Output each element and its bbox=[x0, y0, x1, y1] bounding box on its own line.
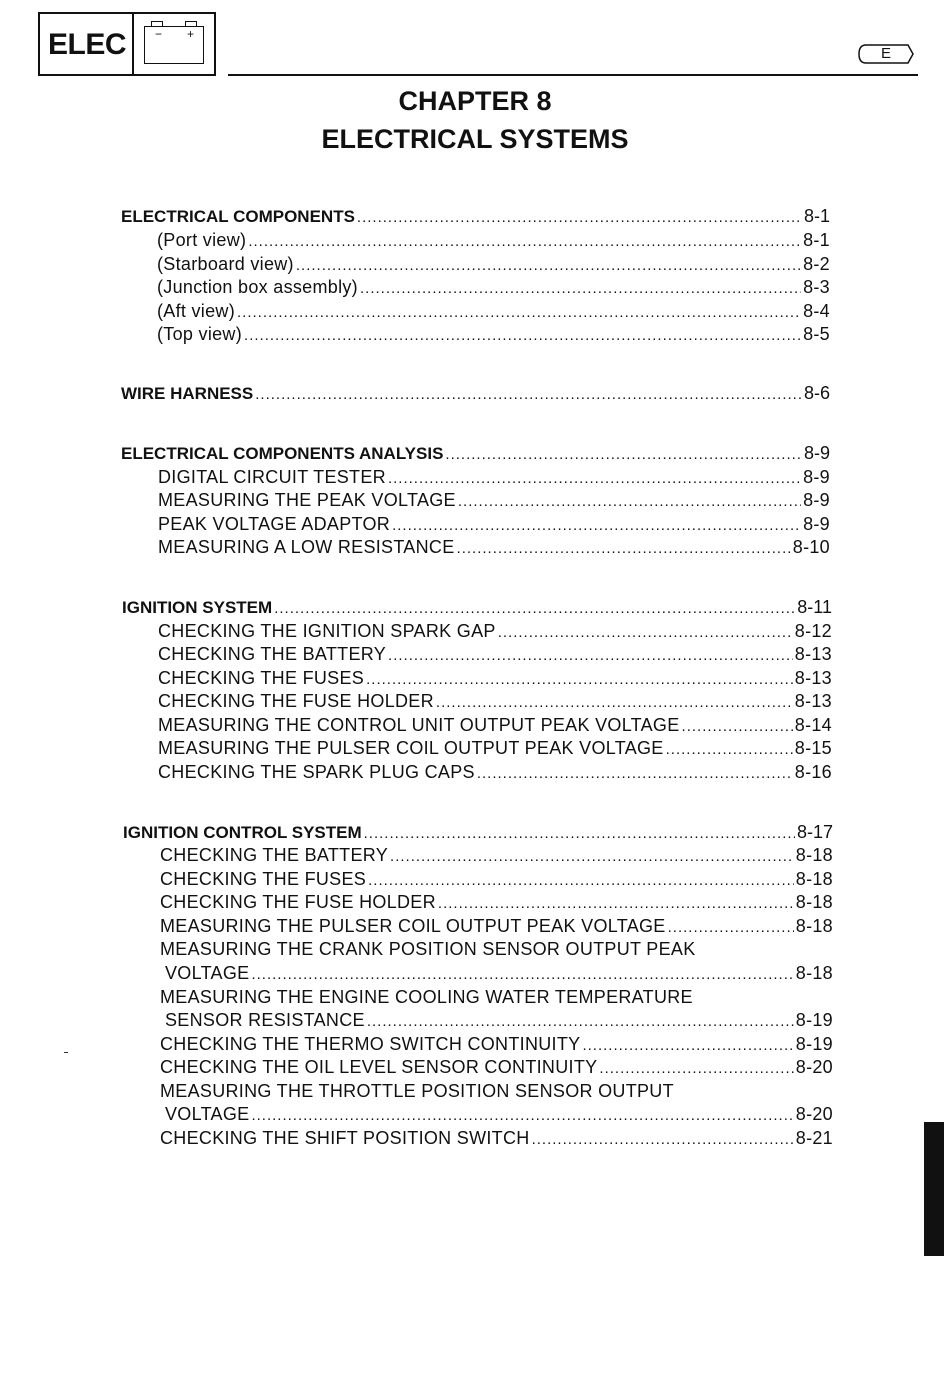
toc-entry-label: SENSOR RESISTANCE bbox=[165, 1010, 365, 1030]
toc-page-number: 8-20 bbox=[795, 1057, 833, 1077]
toc-entry-label: CHECKING THE FUSE HOLDER bbox=[158, 691, 434, 711]
toc-entry[interactable] bbox=[160, 844, 833, 868]
toc-leader bbox=[498, 620, 793, 644]
scan-mark bbox=[64, 1052, 68, 1053]
toc-page-number: 8-12 bbox=[794, 621, 832, 641]
toc-entry[interactable] bbox=[158, 536, 830, 560]
toc-leader bbox=[274, 596, 795, 620]
chapter-title: ELECTRICAL SYSTEMS bbox=[321, 124, 629, 154]
toc-leader bbox=[477, 761, 793, 785]
toc-entry-label: MEASURING THE PEAK VOLTAGE bbox=[158, 490, 456, 510]
toc-page-number: 8-20 bbox=[795, 1104, 833, 1124]
toc-page-number: 8-9 bbox=[803, 490, 830, 510]
toc-entry[interactable] bbox=[165, 962, 833, 986]
toc-leader bbox=[666, 737, 793, 761]
toc-page-number: 8-1 bbox=[803, 230, 830, 250]
toc-leader bbox=[392, 513, 801, 537]
toc-heading-label: IGNITION CONTROL SYSTEM bbox=[123, 823, 362, 842]
toc-leader bbox=[445, 442, 802, 466]
toc-entry[interactable] bbox=[158, 737, 832, 761]
toc-page-number: 8-5 bbox=[803, 324, 830, 344]
toc-page-number: 8-18 bbox=[795, 963, 833, 983]
toc-page-number: 8-9 bbox=[803, 514, 830, 534]
header-divider bbox=[132, 14, 134, 74]
toc-entry[interactable] bbox=[158, 643, 832, 667]
battery-minus-sign: − bbox=[155, 27, 163, 41]
toc-entry[interactable] bbox=[157, 300, 830, 324]
toc-entry[interactable] bbox=[165, 1009, 833, 1033]
toc-page-number: 8-21 bbox=[795, 1128, 833, 1148]
toc-entry-first-line[interactable]: MEASURING THE THROTTLE POSITION SENSOR OUTPUT bbox=[160, 1081, 674, 1101]
toc-heading-label: IGNITION SYSTEM bbox=[122, 598, 273, 617]
toc-entry[interactable] bbox=[158, 667, 832, 691]
toc-leader bbox=[251, 962, 793, 986]
toc-page-number: 8-2 bbox=[803, 254, 830, 274]
toc-entry[interactable] bbox=[158, 690, 832, 714]
toc-leader bbox=[367, 1009, 794, 1033]
toc-entry-first-line[interactable]: MEASURING THE ENGINE COOLING WATER TEMPERATURE bbox=[160, 987, 693, 1007]
toc-leader bbox=[251, 1103, 793, 1127]
toc-leader bbox=[438, 891, 794, 915]
toc-leader bbox=[532, 1127, 794, 1151]
toc-entry[interactable] bbox=[160, 1033, 833, 1057]
toc-entry-label: (Aft view) bbox=[157, 301, 236, 321]
toc-entry-label: CHECKING THE BATTERY bbox=[160, 845, 389, 865]
toc-page-number: 8-9 bbox=[803, 443, 830, 463]
toc-page-number: 8-17 bbox=[796, 822, 833, 842]
toc-entry-label: (Port view) bbox=[157, 230, 247, 250]
toc-leader bbox=[582, 1033, 793, 1057]
toc-entry[interactable] bbox=[158, 513, 830, 537]
toc-heading-label: ELECTRICAL COMPONENTS ANALYSIS bbox=[121, 444, 444, 463]
toc-entry-label: VOLTAGE bbox=[165, 963, 250, 983]
battery-plus-sign: + bbox=[186, 27, 194, 41]
toc-entry[interactable] bbox=[158, 466, 830, 490]
toc-entry-label: (Top view) bbox=[157, 324, 243, 344]
battery-terminal-negative bbox=[151, 21, 163, 26]
toc-entry-label: (Junction box assembly) bbox=[157, 277, 358, 297]
toc-leader bbox=[682, 714, 793, 738]
section-header-box bbox=[38, 12, 216, 76]
toc-leader bbox=[255, 382, 802, 406]
toc-entry-label: CHECKING THE OIL LEVEL SENSOR CONTINUITY bbox=[160, 1057, 598, 1077]
toc-page-number: 8-4 bbox=[803, 301, 830, 321]
toc-leader bbox=[237, 300, 801, 324]
toc-page-number: 8-10 bbox=[792, 537, 830, 557]
toc-heading-electrical-components[interactable] bbox=[121, 205, 830, 229]
toc-leader bbox=[390, 844, 794, 868]
section-label: ELEC bbox=[48, 28, 127, 61]
toc-leader bbox=[599, 1056, 793, 1080]
toc-heading-electrical-components-analysis[interactable] bbox=[121, 442, 830, 466]
toc-leader bbox=[364, 821, 795, 845]
toc-page-number: 8-1 bbox=[803, 206, 830, 226]
toc-entry[interactable] bbox=[158, 714, 832, 738]
toc-entry-label: CHECKING THE BATTERY bbox=[158, 644, 387, 664]
language-badge-label: E bbox=[880, 45, 891, 62]
toc-entry[interactable] bbox=[160, 1127, 833, 1151]
toc-entry[interactable] bbox=[160, 1056, 833, 1080]
toc-leader bbox=[366, 667, 793, 691]
toc-entry[interactable] bbox=[158, 620, 832, 644]
toc-heading-label: WIRE HARNESS bbox=[121, 384, 254, 403]
toc-page-number: 8-16 bbox=[794, 762, 832, 782]
toc-entry[interactable] bbox=[157, 229, 830, 253]
toc-entry-label: CHECKING THE FUSES bbox=[158, 668, 365, 688]
toc-entry[interactable] bbox=[157, 253, 830, 277]
toc-heading-ignition-system[interactable] bbox=[122, 596, 832, 620]
chapter-edge-tab bbox=[924, 1122, 944, 1256]
toc-heading-label: ELECTRICAL COMPONENTS bbox=[121, 207, 355, 226]
toc-entry-label: CHECKING THE IGNITION SPARK GAP bbox=[158, 621, 496, 641]
toc-page-number: 8-19 bbox=[795, 1010, 833, 1030]
toc-entry-label: MEASURING THE CONTROL UNIT OUTPUT PEAK VOLTAGE bbox=[158, 715, 680, 735]
toc-page-number: 8-18 bbox=[795, 869, 833, 889]
toc-leader bbox=[436, 690, 793, 714]
battery-terminal-positive bbox=[185, 21, 197, 26]
toc-entry[interactable] bbox=[157, 276, 830, 300]
toc-entry-label: CHECKING THE SPARK PLUG CAPS bbox=[158, 762, 475, 782]
toc-page-number: 8-14 bbox=[794, 715, 832, 735]
toc-page-number: 8-19 bbox=[795, 1034, 833, 1054]
toc-entry[interactable] bbox=[158, 761, 832, 785]
toc-entry-label: MEASURING THE PULSER COIL OUTPUT PEAK VOLTAGE bbox=[158, 738, 664, 758]
toc-heading-ignition-control-system[interactable] bbox=[123, 821, 833, 845]
toc-page-number: 8-18 bbox=[795, 845, 833, 865]
toc-entry-first-line[interactable]: MEASURING THE CRANK POSITION SENSOR OUTPUT PEAK bbox=[160, 939, 696, 959]
toc-entry-label: PEAK VOLTAGE ADAPTOR bbox=[158, 514, 391, 534]
toc-entry-label: MEASURING THE PULSER COIL OUTPUT PEAK VOLTAGE bbox=[160, 916, 666, 936]
toc-page-number: 8-11 bbox=[797, 597, 832, 617]
header-rule bbox=[228, 74, 918, 76]
toc-leader bbox=[388, 643, 793, 667]
toc-entry[interactable] bbox=[160, 915, 833, 939]
toc-page-number: 8-6 bbox=[803, 383, 830, 403]
toc-page-number: 8-18 bbox=[795, 892, 833, 912]
toc-leader bbox=[248, 229, 801, 253]
toc-leader bbox=[296, 253, 801, 277]
toc-page-number: 8-9 bbox=[803, 467, 830, 487]
toc-entry-label: VOLTAGE bbox=[165, 1104, 250, 1124]
toc-entry[interactable] bbox=[158, 489, 830, 513]
toc-entry-label: DIGITAL CIRCUIT TESTER bbox=[158, 467, 386, 487]
toc-leader bbox=[388, 466, 801, 490]
toc-page-number: 8-13 bbox=[794, 644, 832, 664]
toc-leader bbox=[668, 915, 794, 939]
toc-leader bbox=[368, 868, 794, 892]
toc-entry[interactable] bbox=[160, 868, 833, 892]
toc-page-number: 8-13 bbox=[794, 668, 832, 688]
toc-entry[interactable] bbox=[160, 891, 833, 915]
toc-page-number: 8-13 bbox=[794, 691, 832, 711]
toc-entry-label: (Starboard view) bbox=[157, 254, 294, 274]
toc-leader bbox=[244, 323, 801, 347]
chapter-number: CHAPTER 8 bbox=[398, 86, 552, 116]
toc-leader bbox=[357, 205, 802, 229]
toc-entry-label: CHECKING THE THERMO SWITCH CONTINUITY bbox=[160, 1034, 581, 1054]
battery-icon bbox=[144, 26, 204, 64]
toc-entry-label: CHECKING THE SHIFT POSITION SWITCH bbox=[160, 1128, 530, 1148]
toc-entry[interactable] bbox=[165, 1103, 833, 1127]
toc-page-number: 8-3 bbox=[803, 277, 830, 297]
toc-page-number: 8-15 bbox=[794, 738, 832, 758]
toc-entry-label: MEASURING A LOW RESISTANCE bbox=[158, 537, 455, 557]
toc-leader bbox=[457, 536, 791, 560]
toc-leader bbox=[360, 276, 801, 300]
language-badge bbox=[858, 44, 914, 64]
toc-heading-wire-harness[interactable] bbox=[121, 382, 830, 406]
toc-leader bbox=[458, 489, 801, 513]
toc-entry-label: CHECKING THE FUSE HOLDER bbox=[160, 892, 436, 912]
toc-entry-label: CHECKING THE FUSES bbox=[160, 869, 367, 889]
toc-entry[interactable] bbox=[157, 323, 830, 347]
toc-page-number: 8-18 bbox=[795, 916, 833, 936]
